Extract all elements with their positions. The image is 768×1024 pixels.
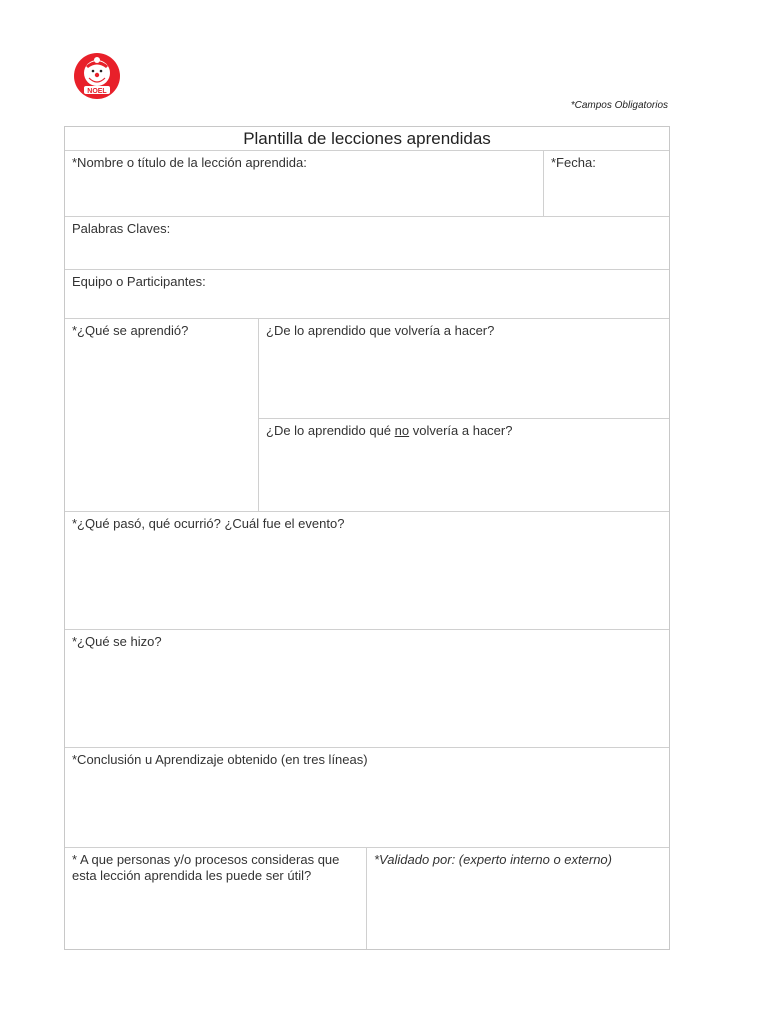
lesson-name-field[interactable]: [65, 151, 543, 217]
logo-text: NOEL: [87, 88, 107, 95]
required-fields-note: *Campos Obligatorios: [570, 100, 668, 111]
keywords-field[interactable]: [65, 216, 669, 269]
date-label: *Fecha:: [551, 155, 596, 170]
event-label: *¿Qué pasó, qué ocurrió? ¿Cuál fue el evento?: [72, 516, 345, 531]
learned-field[interactable]: [65, 318, 259, 512]
useful-for-label: * A que personas y/o procesos consideras que esta lección aprendida les puede ser útil?: [72, 852, 340, 883]
not-repeat-field[interactable]: [258, 418, 669, 512]
event-field[interactable]: [65, 511, 669, 630]
learned-label: *¿Qué se aprendió?: [72, 323, 189, 338]
not-repeat-suffix: volvería a hacer?: [409, 423, 513, 438]
not-repeat-emphasis: no: [394, 423, 410, 438]
team-field[interactable]: [65, 269, 669, 319]
date-field[interactable]: [543, 151, 669, 217]
keywords-label: Palabras Claves:: [72, 221, 171, 236]
team-label: Equipo o Participantes:: [72, 274, 206, 289]
repeat-label: ¿De lo aprendido que volvería a hacer?: [266, 323, 495, 338]
validated-by-field[interactable]: [366, 847, 669, 949]
not-repeat-prefix: ¿De lo aprendido qué: [266, 423, 395, 438]
lesson-name-label: *Nombre o título de la lección aprendida:: [72, 155, 307, 170]
validated-by-label: *Validado por: (experto interno o externo): [374, 852, 612, 867]
form-title: Plantilla de lecciones aprendidas: [65, 127, 669, 151]
repeat-field[interactable]: [258, 318, 669, 419]
done-field[interactable]: [65, 629, 669, 748]
conclusion-field[interactable]: [65, 747, 669, 848]
useful-for-field[interactable]: [65, 847, 367, 949]
conclusion-label: *Conclusión u Aprendizaje obtenido (en tres líneas): [72, 752, 368, 767]
done-label: *¿Qué se hizo?: [72, 634, 162, 649]
noel-logo: [73, 52, 121, 100]
lessons-learned-form: [64, 126, 670, 950]
